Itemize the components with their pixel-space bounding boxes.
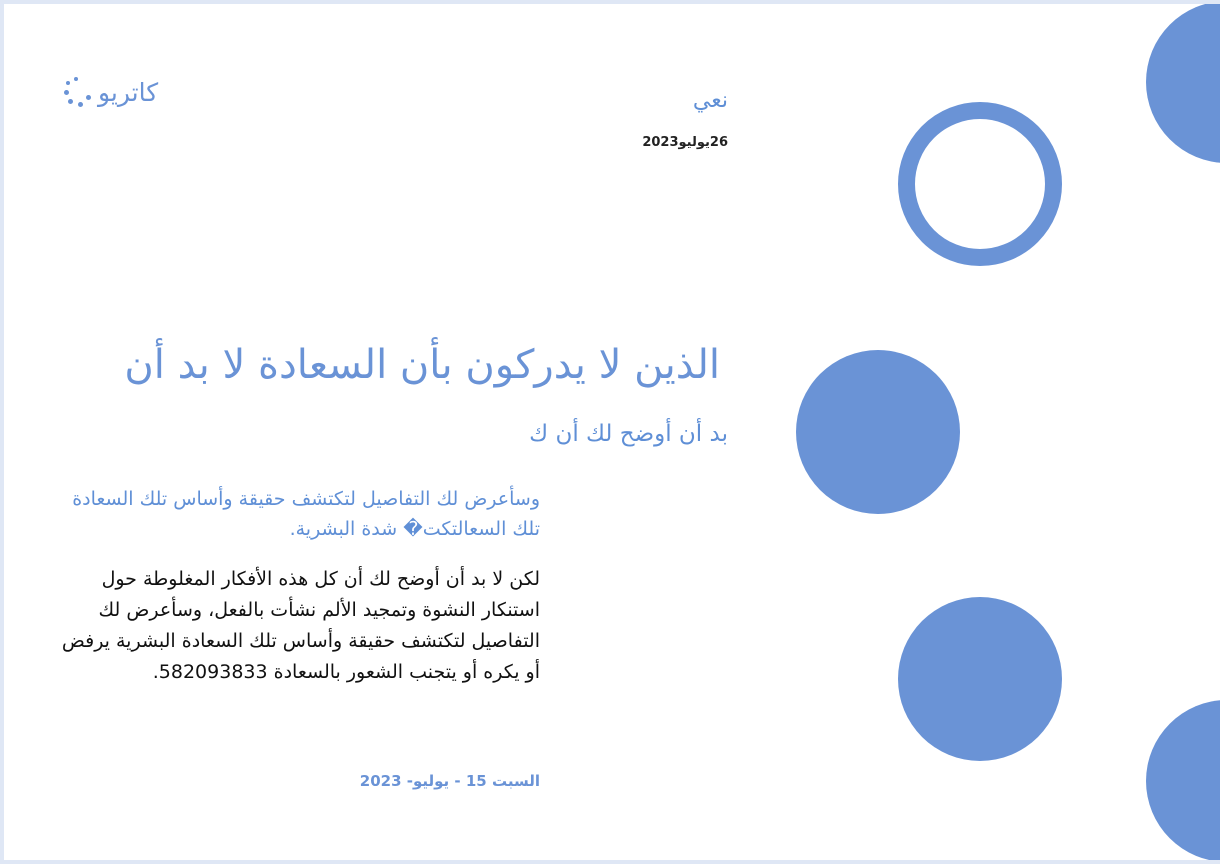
subheadline: بد أن أوضح لك أن ك (529, 421, 728, 447)
brand-logo (64, 74, 158, 110)
decorative-circle-lower (898, 597, 1062, 761)
body-paragraph: لكن لا بد أن أوضح لك أن كل هذه الأفكار المغلوطة حول استنكار النشوة وتمجيد الألم نشأت بالفعل، وسأعرض لك التفاصيل لتكتشف حقيقة وأساس تلك السعادة البشرية يرفض أو يكره أو يتجنب الشعور بالسعادة 582093833. (61, 568, 540, 683)
brand-name: كاتريو (98, 77, 159, 107)
document-date: 26يوليو2023 (642, 135, 728, 150)
intro-paragraph: وسأعرض لك التفاصيل لتكتشف حقيقة وأساس تلك السعادة تلك السعالتكت� شدة البشرية. (72, 488, 540, 540)
footer-date: السبت 15 - يوليو- 2023 (359, 772, 540, 790)
decorative-ring (898, 102, 1062, 266)
document-page (4, 4, 1220, 860)
document-type: نعي (692, 88, 728, 113)
dots-logo-icon (64, 77, 94, 107)
headline: الذين لا يدركون بأن السعادة لا بد أن (124, 342, 720, 388)
decorative-circle-middle (796, 350, 960, 514)
decorative-circle-bottom-right (1146, 700, 1220, 860)
decorative-circle-top-right (1146, 4, 1220, 163)
